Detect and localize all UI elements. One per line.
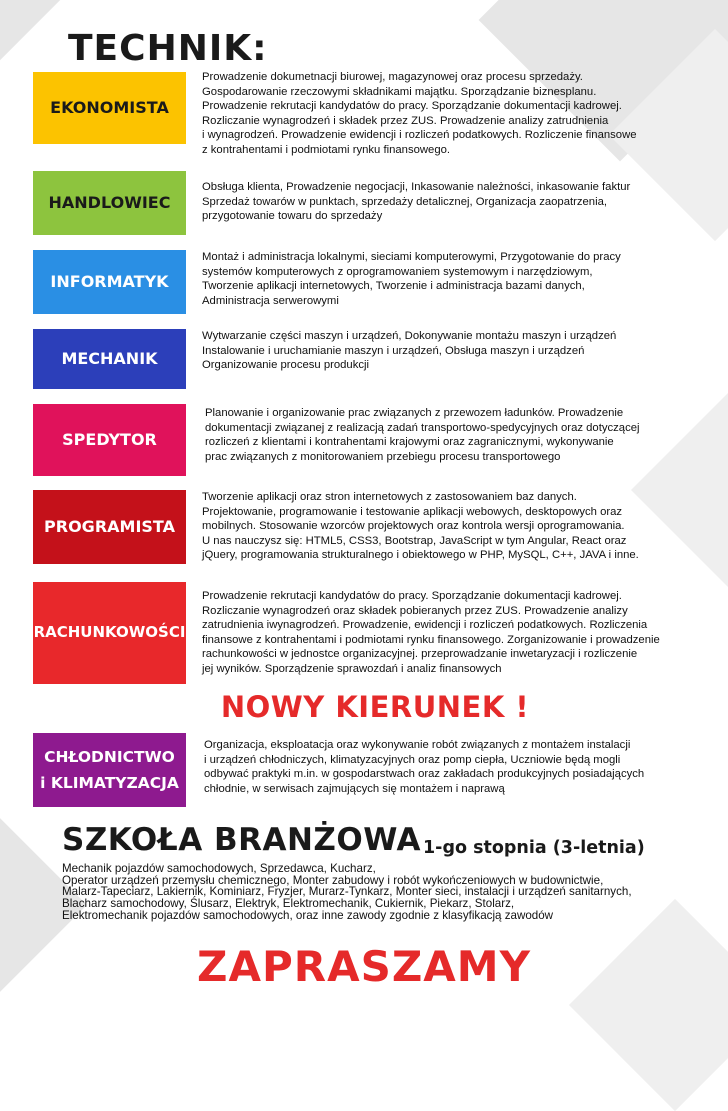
- description-line: przygotowanie towaru do sprzedaży: [202, 210, 383, 223]
- description-line: i urządzeń chłodniczych, klimatyzacyjnych oraz pomp ciepła, Uczniowie będą mogli: [204, 753, 621, 766]
- profession-description-spedytor: [205, 406, 705, 464]
- profession-label-text: MECHANIK: [61, 348, 158, 368]
- description-line: Elektromechanik pojazdów samochodowych, oraz inne zawody zgodnie z klasyfikacją zawodów: [62, 908, 554, 922]
- description-line: Gospodarowanie rzeczowymi składnikami majątku. Sporządzanie biznesplanu.: [202, 85, 597, 98]
- description-line: Organizacja, eksploatacja oraz wykonywanie robót związanych z montażem instalacji: [204, 739, 631, 751]
- description-line: Tworzenie aplikacji internetowych, Tworzenie i administracja bazami danych,: [202, 280, 585, 293]
- profession-description-chlodnictwo: [204, 738, 704, 796]
- description-line: odbywać praktyki m.in. w gospodarstwach oraz zakładach produkcyjnych posiadających: [204, 768, 645, 781]
- profession-description-mechanik: [202, 329, 702, 373]
- profession-label-text: CHŁODNICTWO: [44, 747, 175, 766]
- description-line: Organizowanie procesu produkcji: [202, 359, 370, 372]
- description-line: dokumentacji związanej z realizacją zadań transportowo-spedycyjnych oraz dotyczącej: [205, 421, 640, 434]
- description-line: z kontrahentami i podmiotami rynku finansowego.: [202, 143, 451, 156]
- profession-label-rachunkowosci: [33, 582, 186, 684]
- description-line: Prowadzenie dokumetnacji biurowej, magazynowej oraz procesu sprzedaży.: [202, 71, 583, 83]
- profession-label-mechanik: [33, 329, 186, 389]
- profession-label-text: SPEDYTOR: [62, 429, 157, 449]
- profession-label-informatyk: [33, 250, 186, 314]
- page-title: TECHNIK:: [68, 28, 268, 69]
- profession-label-ekonomista: [33, 72, 186, 144]
- profession-description-rachunkowosci: [202, 589, 702, 677]
- footer-invitation: ZAPRASZAMY: [196, 942, 531, 991]
- description-line: mobilnych. Stosowanie wzorców projektowych oraz kontrola wersji oprogramowania.: [202, 520, 625, 533]
- description-line: systemów komputerowych z oprogramowaniem systemowym i narzędziowym,: [202, 265, 593, 278]
- description-line: zatrudnienia iwynagrodzeń. Prowadzenie, ewidencji i rozliczeń podatkowych. Rozliczenia: [202, 619, 648, 632]
- profession-label-text: HANDLOWIEC: [48, 192, 171, 212]
- description-line: Malarz-Tapeciarz, Lakiernik, Kominiarz, Fryzjer, Murarz-Tynkarz, Monter sieci, instalacji i urządzeń sanitarnych,: [62, 885, 632, 899]
- description-line: Administracja serwerowymi: [202, 294, 339, 307]
- profession-label-handlowiec: [33, 171, 186, 235]
- description-line: rozliczeń z klientami i kontrahentami krajowymi oraz zagranicznymi, wykonywanie: [205, 436, 614, 449]
- description-line: Instalowanie i uruchamianie maszyn i urządzeń, Obsługa maszyn i urządzeń: [202, 344, 585, 357]
- profession-description-handlowiec: [202, 180, 702, 224]
- description-line: rachunkowości w jednostce organizacyjnej. przeprowadzanie inwetaryzacji i rozliczenie: [202, 648, 638, 661]
- school-title: SZKOŁA BRANŻOWA: [62, 822, 422, 858]
- description-line: jQuery, programowania strukturalnego i obiektowego w PHP, MySQL, C++, JAVA i inne.: [202, 549, 639, 562]
- school-description: [62, 863, 702, 922]
- profession-description-ekonomista: [202, 70, 702, 158]
- description-line: Prowadzenie rekrutacji kandydatów do pracy. Sporządzanie dokumentacji kadrowej.: [202, 100, 622, 113]
- description-line: i wynagrodzeń. Prowadzenie ewidencji i rozliczeń podatkowych. Rozliczenie finansowe: [202, 129, 637, 142]
- description-line: Prowadzenie rekrutacji kandydatów do pracy. Sporządzanie dokumentacji kadrowej.: [202, 590, 622, 602]
- description-line: Blacharz samochodowy, Ślusarz, Elektryk, Elektromechanik, Cukiernik, Piekarz, Stolarz,: [62, 897, 515, 911]
- description-line: Obsługa klienta, Prowadzenie negocjacji, Inkasowanie należności, inkasowanie faktur: [202, 181, 631, 193]
- new-direction-heading: NOWY KIERUNEK !: [220, 690, 530, 724]
- description-line: Rozliczanie wynagrodzeń oraz składek pobieranych przez ZUS. Prowadzenie analizy: [202, 604, 628, 617]
- profession-label-programista: [33, 490, 186, 564]
- profession-label-text: INFORMATYK: [50, 271, 169, 291]
- profession-label-text: i KLIMATYZACJA: [40, 774, 179, 792]
- description-line: Projektowanie, programowanie i testowanie aplikacji webowych, desktopowych oraz: [202, 505, 623, 518]
- description-line: U nas nauczysz się: HTML5, CSS3, Bootstrap, JavaScript w tym Angular, React oraz: [202, 534, 627, 547]
- description-line: Rozliczanie wynagrodzeń i składek przez ZUS. Prowadzenie analizy zatrudnienia: [202, 114, 609, 127]
- profession-label-spedytor: [33, 404, 186, 476]
- description-line: Mechanik pojazdów samochodowych, Sprzedawca, Kucharz,: [62, 862, 376, 875]
- description-line: Tworzenie aplikacji oraz stron internetowych z zastosowaniem baz danych.: [202, 491, 577, 503]
- description-line: prac związanych z monitorowaniem przebiegu procesu transportowego: [205, 450, 561, 463]
- description-line: Montaż i administracja lokalnymi, sieciami komputerowymi, Przygotowanie do pracy: [202, 251, 621, 263]
- profession-label-chlodnictwo: [33, 733, 186, 807]
- profession-label-text: PROGRAMISTA: [44, 516, 175, 536]
- description-line: finansowe z kontrahentami i podmiotami rynku finansowego. Zorganizowanie i prowadzenie: [202, 633, 660, 646]
- profession-label-text: RACHUNKOWOŚCI: [33, 623, 186, 642]
- profession-label-text: EKONOMISTA: [50, 97, 169, 117]
- school-subtitle: 1-go stopnia (3-letnia): [423, 838, 645, 858]
- background-diamond: [569, 899, 728, 1111]
- description-line: chłodnie, w serwisach zajmujących się montażem i naprawą: [204, 782, 505, 795]
- description-line: Sprzedaż towarów w punktach, sprzedaży detalicznej, Organizacja zaopatrzenia,: [202, 195, 608, 208]
- description-line: Planowanie i organizowanie prac związanych z przewozem ładunków. Prowadzenie: [205, 407, 624, 419]
- description-line: Operator urządzeń przemysłu chemicznego, Monter zabudowy i robót wykończeniowych w budownictwie,: [62, 873, 604, 887]
- description-line: jej wyników. Sporządzenie sprawozdań i analiz finansowych: [202, 662, 502, 675]
- description-line: Wytwarzanie części maszyn i urządzeń, Dokonywanie montażu maszyn i urządzeń: [202, 330, 617, 342]
- profession-description-programista: [202, 490, 702, 563]
- profession-description-informatyk: [202, 250, 702, 308]
